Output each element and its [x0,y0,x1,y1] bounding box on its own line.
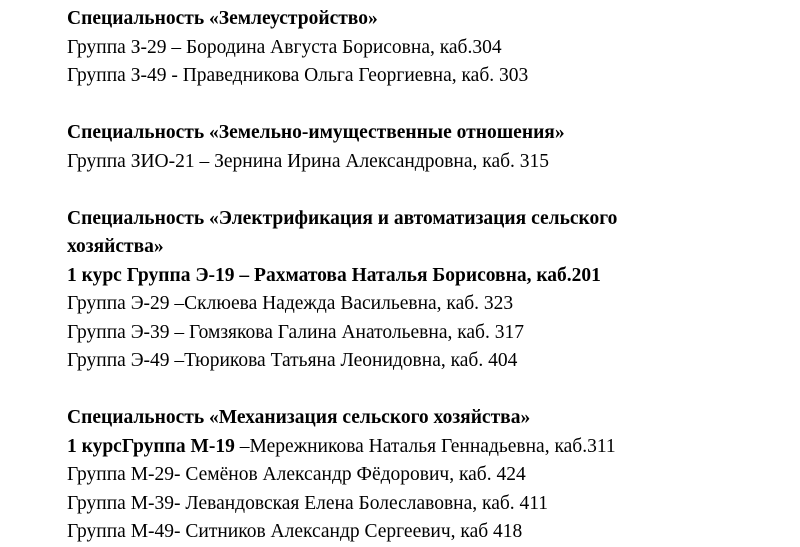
group-line: Группа ЗИО-21 – Зернина Ирина Александровна, каб. 315 [67,150,550,172]
group-line: Группа Э-39 – Гомзякова Галина Анатольевна, каб. 317 [67,321,524,343]
section-heading-zemleustroistvo: Специальность «Землеустройство» [67,8,378,29]
group-line: Группа З-29 – Бородина Августа Борисовна, каб.304 [67,36,502,58]
group-line: Группа Э-29 –Склюева Надежда Васильевна, каб. 323 [67,293,514,314]
group-line: Группа М-39- Левандовская Елена Болеславовна, каб. 411 [67,492,549,514]
section-heading-zio: Специальность «Земельно-имущественные отношения» [67,122,565,143]
group-line: Группа М-29- Семёнов Александр Фёдорович, каб. 424 [67,464,526,485]
first-year-group-teacher: –Мережникова Наталья Геннадьевна, каб.311 [234,435,616,457]
spacer [67,91,787,120]
first-year-group-label: 1 курсГруппа М-19 [67,435,235,457]
group-line: Группа З-49 - Праведникова Ольга Георгиевна, каб. 303 [67,65,529,86]
first-year-group-line: 1 курс Группа Э-19 – Рахматова Наталья Борисовна, каб.201 [67,264,601,286]
section-heading-electrification-cont: хозяйства» [67,236,164,257]
section-heading-mechanization: Специальность «Механизация сельского хозяйства» [67,407,531,428]
group-line: Группа Э-49 –Тюрикова Татьяна Леонидовна, каб. 404 [67,350,518,371]
spacer [67,376,787,405]
section-heading-electrification: Специальность «Электрификация и автоматизация сельского [67,207,618,229]
group-line: Группа М-49- Ситников Александр Сергеевич, каб 418 [67,521,523,542]
spacer [67,176,787,205]
first-year-group-line [67,433,787,462]
document-page [67,5,787,547]
